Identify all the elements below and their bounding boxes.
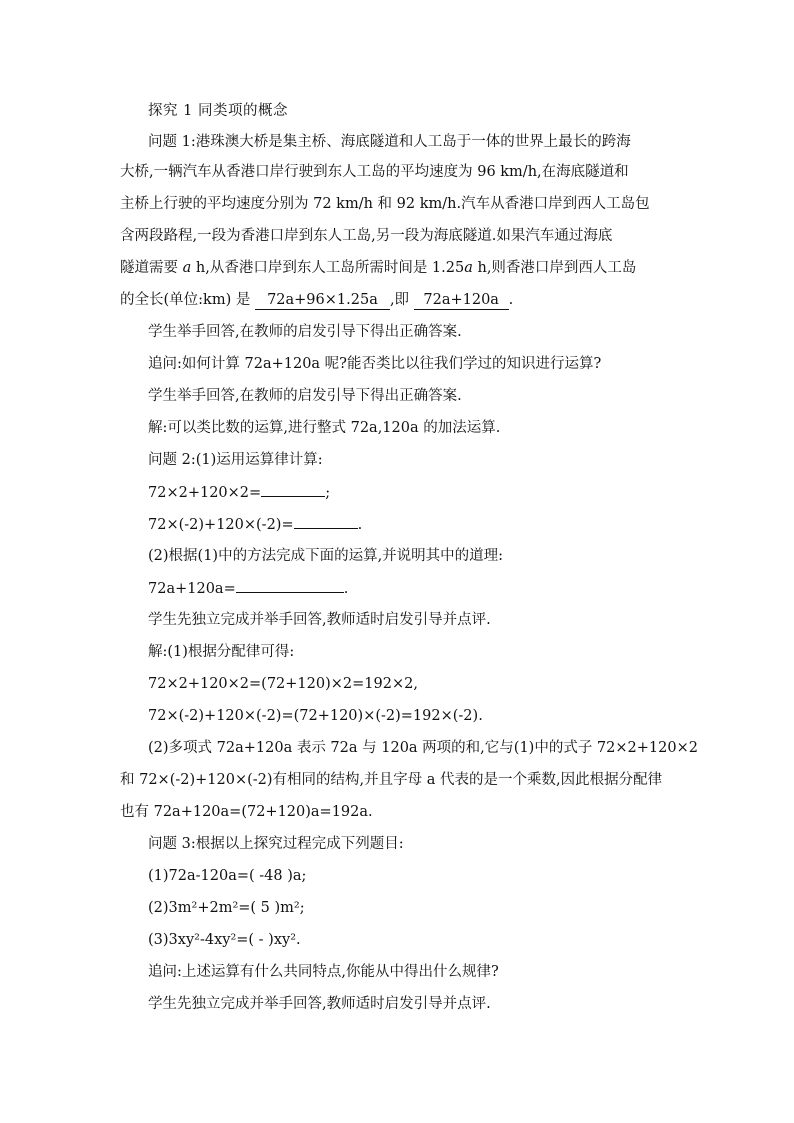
question-1-line-6: 的全长(单位:km) 是 72a+96×1.25a ,即 72a+120a . xyxy=(120,292,514,308)
solution-2-line-6: 也有 72a+120a=(72+120)a=192a. xyxy=(120,804,373,820)
solution-1: 解:可以类比数的运算,进行整式 72a,120a 的加法运算. xyxy=(148,420,501,436)
paragraph-1: 学生举手回答,在教师的启发引导下得出正确答案. xyxy=(148,324,462,340)
question-2-expr-2: 72×(-2)+120×(-2)= . xyxy=(148,514,708,535)
question-1-line-5: 隧道需要 a h,从香港口岸到东人工岛所需时间是 1.25a h,则香港口岸到西人工岛 xyxy=(120,260,637,276)
solution-2-line-4: (2)多项式 72a+120a 表示 72a 与 120a 两项的和,它与(1)中的式子 72×2+120×2 xyxy=(148,740,698,756)
section-heading: 探究 1 同类项的概念 xyxy=(148,103,288,119)
blank-3 xyxy=(236,578,344,593)
followup-1: 追问:如何计算 72a+120a 呢?能否类比以往我们学过的知识进行运算? xyxy=(148,356,602,372)
solution-2-line-2: 72×2+120×2=(72+120)×2=192×2, xyxy=(148,676,418,692)
question-2-title: 问题 2:(1)运用运算律计算: xyxy=(148,452,323,468)
question-2-expr-3: 72a+120a= . xyxy=(148,578,708,599)
question-3-item-3: (3)3xy²-4xy²=( - )xy². xyxy=(148,932,301,948)
question-3-title: 问题 3:根据以上探究过程完成下列题目: xyxy=(148,836,404,852)
solution-2-line-1: 解:(1)根据分配律可得: xyxy=(148,644,295,660)
solution-2-line-3: 72×(-2)+120×(-2)=(72+120)×(-2)=192×(-2). xyxy=(148,708,483,724)
answer-blank-1: 72a+96×1.25a xyxy=(255,291,390,310)
question-3-item-2: (2)3m²+2m²=( 5 )m²; xyxy=(148,900,305,916)
paragraph-3: 学生先独立完成并举手回答,教师适时启发引导并点评. xyxy=(148,612,491,628)
answer-blank-2: 72a+120a xyxy=(414,291,509,310)
question-2-expr-1: 72×2+120×2= ; xyxy=(148,482,708,503)
question-2-part-2: (2)根据(1)中的方法完成下面的运算,并说明其中的道理: xyxy=(148,548,504,564)
question-1-line-1: 问题 1:港珠澳大桥是集主桥、海底隧道和人工岛于一体的世界上最长的跨海 xyxy=(148,134,631,150)
question-1-line-3: 主桥上行驶的平均速度分别为 72 km/h 和 92 km/h.汽车从香港口岸到西人工岛包 xyxy=(120,196,650,212)
paragraph-2: 学生举手回答,在教师的启发引导下得出正确答案. xyxy=(148,388,462,404)
blank-2 xyxy=(294,514,358,529)
solution-2-line-5: 和 72×(-2)+120×(-2)有相同的结构,并且字母 a 代表的是一个乘数,因此根据分配律 xyxy=(120,772,663,788)
blank-1 xyxy=(261,482,325,497)
paragraph-4: 学生先独立完成并举手回答,教师适时启发引导并点评. xyxy=(148,996,491,1012)
question-1-line-4: 含两段路程,一段为香港口岸到东人工岛,另一段为海底隧道.如果汽车通过海底 xyxy=(120,228,613,244)
question-1-line-2: 大桥,一辆汽车从香港口岸行驶到东人工岛的平均速度为 96 km/h,在海底隧道和 xyxy=(120,164,629,180)
followup-2: 追问:上述运算有什么共同特点,你能从中得出什么规律? xyxy=(148,964,499,980)
question-3-item-1: (1)72a-120a=( -48 )a; xyxy=(148,868,307,884)
